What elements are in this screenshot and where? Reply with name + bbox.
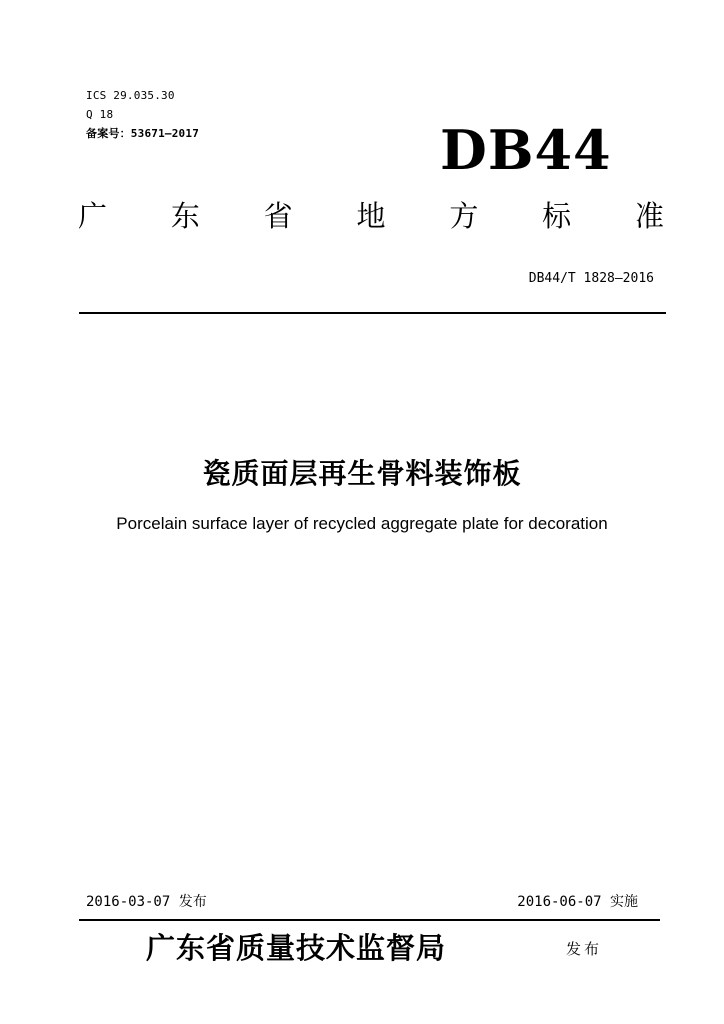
- release-date: 2016-03-07 发布: [86, 894, 207, 910]
- ccs-code: Q 18: [86, 108, 114, 121]
- document-title-cn: 瓷质面层再生骨料装饰板: [202, 457, 522, 490]
- ics-code: ICS 29.035.30: [86, 89, 175, 102]
- bottom-divider: [79, 919, 660, 921]
- standard-type-char: 地: [356, 199, 386, 233]
- top-divider: [79, 312, 666, 314]
- filing-number: 备案号：53671—2017: [86, 127, 200, 140]
- implementation-date: 2016-06-07 实施: [517, 894, 638, 910]
- standard-logo: DB44: [440, 118, 612, 182]
- standard-type-char: 省: [263, 199, 293, 233]
- standard-type-char: 标: [542, 199, 572, 233]
- issuer-name: 广东省质量技术监督局: [146, 931, 447, 965]
- standard-type-heading: [78, 196, 664, 236]
- standard-number: DB44/T 1828—2016: [528, 271, 654, 286]
- standard-type-char: 广: [78, 199, 108, 233]
- standard-type-char: 准: [634, 199, 664, 233]
- issuer-action: 发布: [566, 940, 603, 958]
- standard-type-char: 方: [449, 199, 479, 233]
- document-title-en: Porcelain surface layer of recycled aggregate plate for decoration: [116, 514, 608, 533]
- standard-type-char: 东: [170, 199, 200, 233]
